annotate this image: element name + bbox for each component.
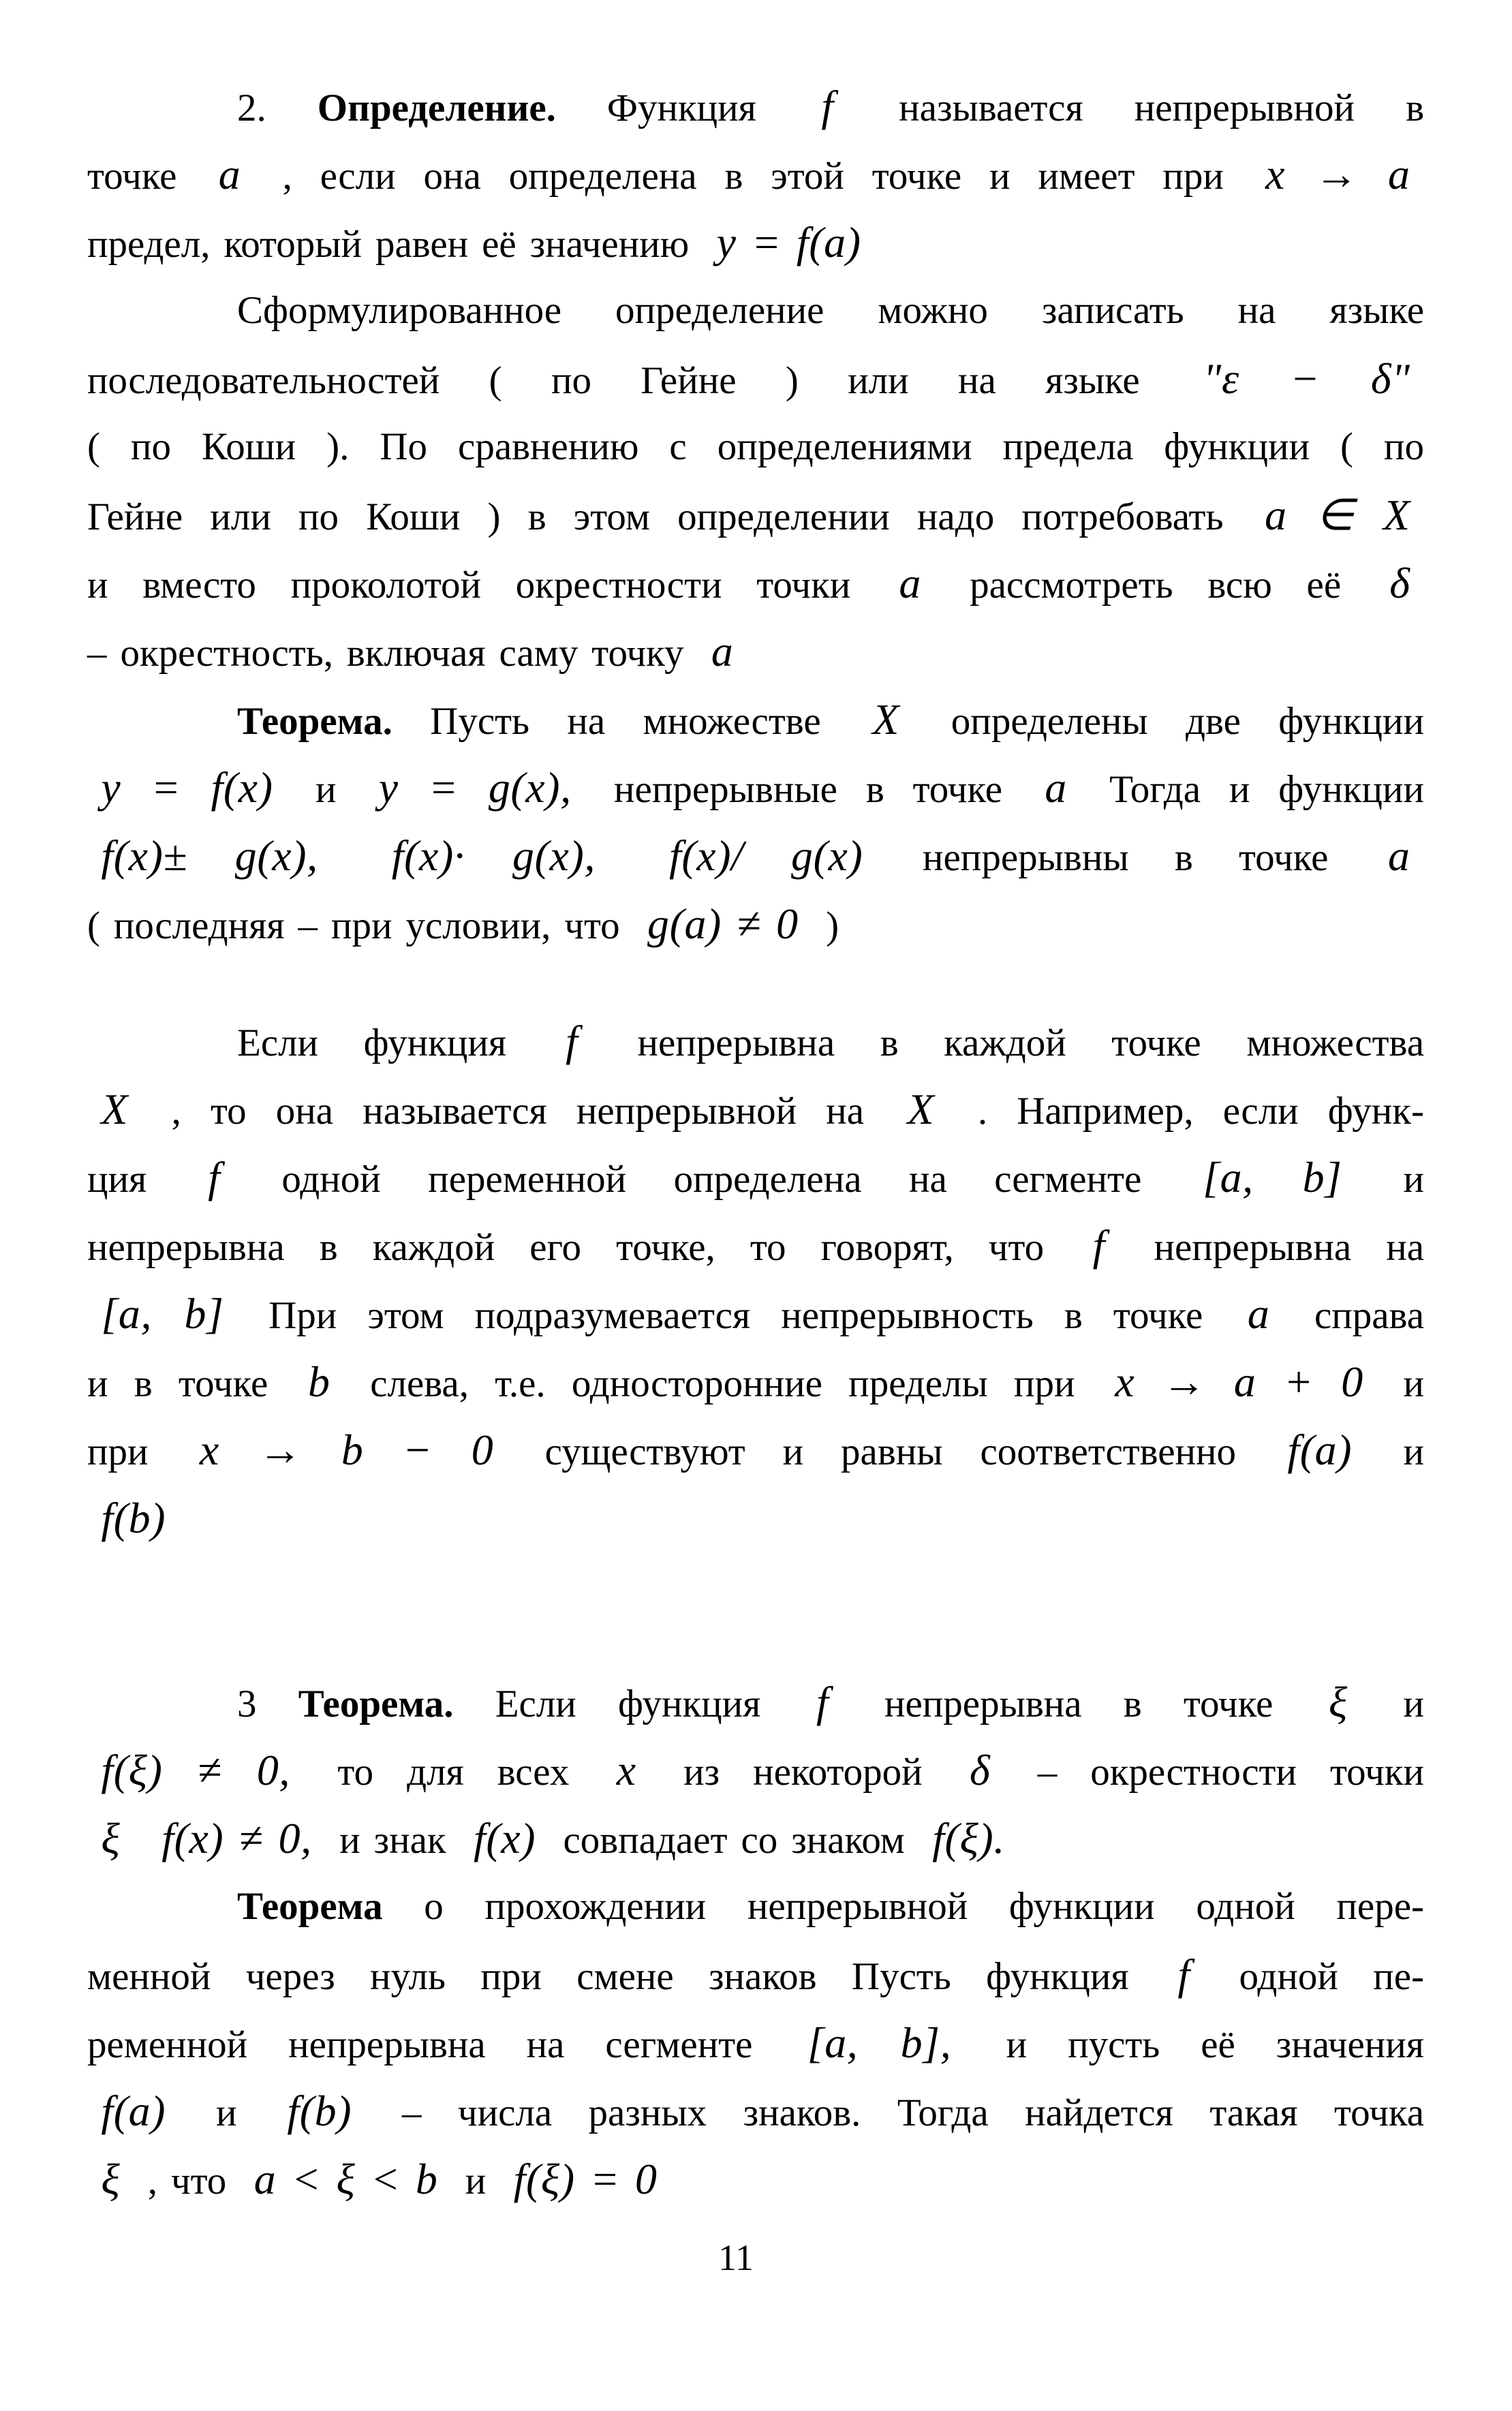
- body-text: непрерывна в точке: [842, 1683, 1315, 1725]
- body-text: непрерывна в каждой его точке, то говорят, что: [87, 1226, 1079, 1269]
- text-line: [87, 1007, 1424, 1075]
- body-text: при: [87, 1430, 186, 1473]
- text-line: [87, 822, 1424, 890]
- body-text: и вместо проколотой окрестности точки: [87, 564, 885, 606]
- body-text: Функция: [555, 87, 807, 129]
- body-text: называется непрерывной в: [848, 87, 1425, 129]
- body-text: предел, который равен её значению: [87, 223, 703, 266]
- text-line: [87, 1143, 1424, 1212]
- math-expression: [a, b]: [101, 1289, 224, 1338]
- body-text: , то она называется непрерывной на: [142, 1090, 894, 1133]
- math-expression: f(b): [287, 2087, 352, 2135]
- math-expression: "ε − δ": [1203, 354, 1410, 403]
- body-text: [134, 1819, 148, 1862]
- math-expression: b: [308, 1357, 330, 1406]
- text-line: [87, 2077, 1424, 2145]
- math-expression: y = f(a): [716, 218, 861, 266]
- bold-text: Теорема.: [237, 700, 392, 743]
- body-text: рассмотреть всю её: [935, 564, 1376, 606]
- math-expression: f(ξ) = 0: [513, 2155, 658, 2203]
- bold-text: Определение.: [317, 87, 556, 129]
- body-text: непрерывна на: [1119, 1226, 1425, 1269]
- text-line: [87, 413, 1424, 481]
- body-text: Тогда и функции: [1081, 768, 1424, 811]
- body-text: – числа разных знаков. Тогда найдется такая точка: [365, 2091, 1424, 2134]
- body-text: существуют и равны соответственно: [507, 1430, 1274, 1473]
- math-expression: ξ: [101, 1814, 121, 1862]
- text-line: [87, 72, 1424, 140]
- body-text: ( по Коши ). По сравнению с определениями предела функции ( по: [87, 425, 1424, 468]
- text-line: [87, 1075, 1424, 1143]
- bold-text: Теорема.: [298, 1683, 454, 1725]
- math-expression: f(b): [101, 1494, 166, 1542]
- text-line: [87, 1280, 1424, 1348]
- math-expression: δ: [1389, 559, 1410, 607]
- text-line: [87, 1736, 1424, 1805]
- text-line: [87, 1484, 1424, 1552]
- math-expression: a ∈ X: [1265, 491, 1410, 539]
- math-expression: g(a) ≠ 0: [647, 900, 799, 948]
- text-line: [87, 1873, 1424, 1941]
- body-text: [332, 836, 377, 879]
- body-text: и в точке: [87, 1362, 294, 1405]
- math-expression: a: [1247, 1289, 1270, 1338]
- text-line: [87, 277, 1424, 345]
- body-text: одной переменной определена на сегменте: [234, 1158, 1189, 1201]
- text-line: [87, 549, 1424, 617]
- text-line: [87, 686, 1424, 754]
- text-line: [87, 2009, 1424, 2077]
- text-line: [87, 890, 1424, 958]
- math-expression: ξ: [101, 2155, 121, 2203]
- text-line: [87, 345, 1424, 413]
- math-expression: f(x)/ g(x): [669, 831, 863, 880]
- body-text: и пусть её значения: [965, 2023, 1424, 2066]
- body-text: и: [179, 2091, 273, 2134]
- body-text: [609, 836, 655, 879]
- math-expression: f(x) ≠ 0,: [161, 1814, 312, 1862]
- text-line: [87, 140, 1424, 209]
- text-line: [87, 1941, 1424, 2009]
- math-expression: f(a): [1287, 1426, 1353, 1474]
- body-text: – окрестность, включая саму точку: [87, 632, 698, 675]
- body-text: непрерывные в точке: [585, 768, 1031, 811]
- bold-text: Теорема: [237, 1885, 383, 1928]
- math-expression: f(a): [101, 2087, 166, 2135]
- math-expression: y = f(x): [101, 763, 273, 812]
- math-expression: x → b − 0: [199, 1426, 494, 1474]
- body-text: и знак: [326, 1819, 460, 1862]
- body-text: и: [1366, 1430, 1424, 1473]
- text-column: [87, 72, 1424, 2213]
- text-line: [87, 481, 1424, 549]
- body-text: и: [1361, 1683, 1424, 1725]
- math-expression: f: [566, 1017, 578, 1065]
- body-text: последовательностей ( по Гейне ) или на языке: [87, 359, 1190, 402]
- text-line: [87, 1805, 1424, 1873]
- text-line: [87, 617, 1424, 686]
- body-text: При этом подразумевается непрерывность в точке: [237, 1294, 1234, 1337]
- math-expression: [a, b],: [807, 2018, 952, 2067]
- body-text: ременной непрерывна на сегменте: [87, 2023, 794, 2066]
- body-text: 2.: [237, 87, 318, 129]
- math-expression: f(ξ) ≠ 0,: [101, 1746, 291, 1794]
- math-expression: δ: [970, 1746, 991, 1794]
- text-line: [87, 1668, 1424, 1736]
- math-expression: X: [907, 1085, 935, 1133]
- page-number: 11: [718, 2237, 754, 2278]
- body-text: справа: [1283, 1294, 1425, 1337]
- math-expression: a: [899, 559, 921, 607]
- math-expression: [a, b]: [1203, 1153, 1342, 1201]
- math-expression: x → a: [1265, 150, 1410, 198]
- text-line: [87, 209, 1424, 277]
- math-expression: X: [101, 1085, 129, 1133]
- body-text: ): [812, 904, 839, 947]
- text-line: [87, 2145, 1424, 2213]
- math-expression: a: [1388, 831, 1410, 880]
- math-expression: y = g(x),: [378, 763, 572, 812]
- body-text: непрерывны в точке: [876, 836, 1374, 879]
- body-text: ( последняя – при условии, что: [87, 904, 634, 947]
- body-text: ция: [87, 1158, 194, 1201]
- body-text: совпадает со знаком: [549, 1819, 919, 1862]
- body-text: Гейне или по Коши ) в этом определении надо потребовать: [87, 495, 1251, 538]
- body-text: , если она определена в этой точке и имеет при: [254, 155, 1252, 198]
- math-expression: a: [1045, 763, 1067, 812]
- text-line: [87, 754, 1424, 822]
- body-text: – окрестности точки: [1004, 1751, 1424, 1794]
- body-text: непрерывна в каждой точке множества: [591, 1022, 1424, 1064]
- math-expression: a: [218, 150, 241, 198]
- body-text: о прохождении непрерывной функции одной пере-: [382, 1885, 1424, 1928]
- body-text: и: [1356, 1158, 1424, 1201]
- body-text: точке: [87, 155, 205, 198]
- body-text: . Например, если функ-: [948, 1090, 1424, 1133]
- text-line: [87, 1212, 1424, 1280]
- math-expression: a < ξ < b: [253, 2155, 438, 2203]
- math-expression: x → a + 0: [1115, 1357, 1363, 1406]
- math-expression: f: [1177, 1950, 1190, 1999]
- body-text: Пусть на множестве: [392, 700, 859, 743]
- math-expression: f: [208, 1153, 221, 1201]
- text-line: [87, 1416, 1424, 1484]
- body-text: Если функция: [237, 1022, 552, 1064]
- body-text: одной пе-: [1204, 1955, 1424, 1998]
- body-text: и: [451, 2160, 500, 2202]
- body-text: определены две функции: [913, 700, 1424, 743]
- body-text: и: [1377, 1362, 1424, 1405]
- body-text: , что: [134, 2160, 241, 2202]
- math-expression: a: [711, 627, 734, 675]
- math-expression: f(x): [473, 1814, 536, 1862]
- math-expression: ξ: [1328, 1678, 1348, 1726]
- body-text: то для всех: [304, 1751, 603, 1794]
- math-expression: X: [872, 695, 900, 743]
- math-expression: f(x)± g(x),: [101, 831, 318, 880]
- math-expression: f: [821, 82, 834, 130]
- body-text: из некоторой: [650, 1751, 956, 1794]
- body-text: Если функция: [453, 1683, 803, 1725]
- text-line: [87, 1348, 1424, 1416]
- body-text: 3: [237, 1683, 298, 1725]
- body-text: менной через нуль при смене знаков Пусть функция: [87, 1955, 1164, 1998]
- math-expression: x: [616, 1746, 636, 1794]
- body-text: слева, т.е. односторонние пределы при: [343, 1362, 1101, 1405]
- math-expression: f: [816, 1678, 829, 1726]
- math-expression: f(x)· g(x),: [391, 831, 596, 880]
- math-expression: f(ξ).: [932, 1814, 1005, 1862]
- math-expression: f: [1092, 1221, 1105, 1270]
- body-text: и: [287, 768, 365, 811]
- body-text: Сформулированное определение можно записать на языке: [237, 289, 1424, 332]
